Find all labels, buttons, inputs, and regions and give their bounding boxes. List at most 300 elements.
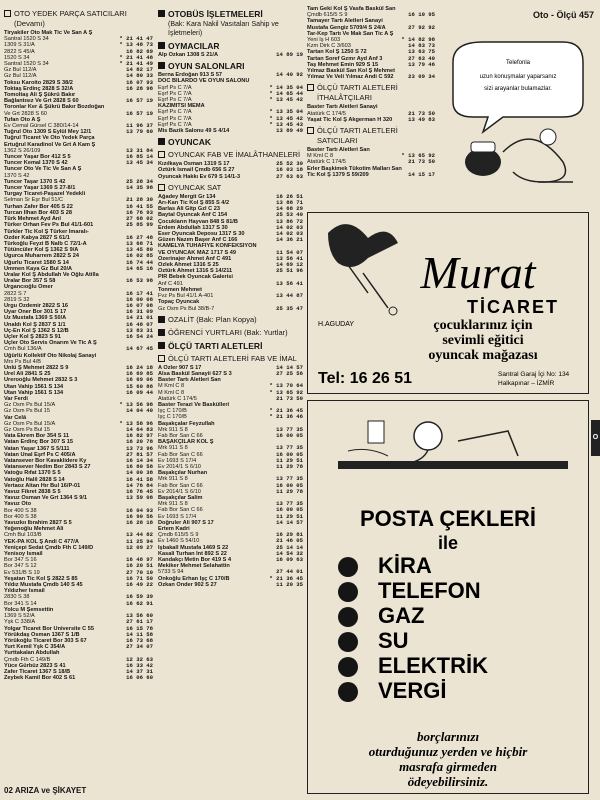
listing-phone: 16 82 97 — [126, 433, 153, 440]
listing-phone: 13 63 75 — [408, 49, 435, 56]
listing-phone: 27 25 56 — [276, 370, 303, 377]
listing-phone: * 21 36 45 — [269, 408, 303, 415]
listing-phone: 16 00 05 — [276, 482, 303, 489]
listing-name: Yenisoy İsmail — [4, 551, 43, 558]
listing-name: Vatoğu Rıfat 1370 S 5 — [4, 470, 61, 477]
bullet-icon — [338, 682, 358, 702]
listing-name: Mis Bazik Salonu 49 S 4/14 — [158, 128, 230, 135]
listing-name: Ürerooğlu Mehmet 2832 S 3 — [4, 377, 78, 384]
posta-item: VERGİ — [378, 678, 447, 703]
listing-entry — [307, 117, 435, 123]
listing-name: Tuncer Taşar 1370 S 42 — [4, 178, 66, 185]
listing-phone: 21 73 50 — [408, 159, 435, 166]
listing-name: Santral 1520 S 34 — [4, 36, 49, 43]
listing-phone: 27 68 02 — [126, 216, 153, 223]
listing-phone: 14 15 17 — [408, 171, 435, 178]
listing-name: Fab Bor San C 66 — [158, 507, 203, 514]
listing-name: İşbakall Mustafa 1469 S 22 — [158, 544, 229, 551]
listing-name: Tütüncüler Kol Ş 1362 S 9/A — [4, 247, 79, 254]
listing-name: Başakçalar Feyzullah — [158, 420, 215, 427]
listing-name: Üçler Oto Servis Onarım Ve Tic A Ş — [4, 340, 97, 347]
section-heading — [158, 137, 303, 147]
listing-phone: 27 34 07 — [126, 644, 153, 651]
listing-name: 1370 S 42 — [4, 172, 30, 179]
listing-phone: 13 77 35 — [276, 501, 303, 508]
section-heading — [4, 9, 153, 29]
listing-name: Urgu Özdemir 2822 S 16 — [4, 302, 69, 309]
listing-phone: 16 49 22 — [126, 582, 153, 589]
listing-name: Tuncer Yaşar 1369 S 27-8/1 — [4, 185, 76, 192]
listing-phone: 16 04 93 — [126, 507, 153, 514]
listing-name: Ümmen Kaya Gz Bul 20/A — [4, 265, 73, 272]
section-title: OYUNCAK SAT — [168, 182, 222, 192]
listing-name: Bor 400 S 38 — [4, 513, 37, 520]
posta-bottom-1: borçlarınızı — [416, 729, 480, 744]
listing-name: Tamayer Tartı Aletleri Sanayi — [307, 18, 383, 25]
column-2 — [158, 6, 303, 588]
listing-name: Tufan Oto A Ş — [4, 116, 41, 123]
listing-name: Kzm Dirk C 3/603 — [307, 43, 351, 50]
listing-name: Taş Mehmet Emin 929 S 15 — [307, 61, 379, 68]
listing-name: Üç-En Kol Ş 1362 S 12/B — [4, 327, 69, 334]
listing-name: Topaç Oyuncak — [158, 299, 200, 306]
listing-name: Berna Erdoğan 913 S 57 — [158, 72, 223, 79]
listing-name: Vatoğlu Halil 2828 S 14 — [4, 476, 65, 483]
posta-item: SU — [378, 628, 409, 653]
listing-phone: * 13 70 64 — [269, 383, 303, 390]
listing-entries — [4, 30, 153, 681]
listing-entry — [158, 52, 303, 58]
listing-name: Turhan Zafer Bor 405 S 22 — [4, 203, 73, 210]
listing-phone: 16 33 42 — [126, 662, 153, 669]
listing-name: Özkan Önder 902 S 27 — [158, 581, 217, 588]
listing-name: 5733 S 94 — [158, 569, 184, 576]
listing-name: Türker Orhan Fev Ps Bul 41/1-601 — [4, 222, 94, 229]
listing-name: VE OYUNCAK MAZ 1717 S 49 — [158, 249, 237, 256]
listing-name: Zeybek Kamil Bor 402 S 61 — [4, 675, 76, 682]
listing-phone: 14 69 12 — [276, 262, 303, 269]
listing-phone: 16 62 91 — [126, 600, 153, 607]
listing-name: Işç C 170/B — [158, 408, 187, 415]
listing-name: Atatürk C 174/5 — [307, 159, 346, 166]
listing-name: Ev Cemal Gürsel C 380/14-14 — [4, 123, 79, 130]
listing-phone: * 13 56 98 — [119, 402, 153, 409]
murat-address-1: Santral Garaj İçi No: 134 — [498, 371, 570, 378]
listing-entry — [158, 306, 303, 312]
listing-name: Uğurlu Ticaret 1580 S 14 — [4, 259, 69, 266]
listing-name: Turcan İlhan Bor 403 S 28 — [4, 209, 72, 216]
listing-name: Anf C 491 — [158, 280, 183, 287]
listing-name: Yavuzkıı İbrahim 2827 S 5 — [4, 520, 72, 527]
listing-name: Kızılkaya Osman 1319 S 17 — [158, 161, 230, 168]
listing-phone: 13 44 82 — [126, 532, 153, 539]
listing-name: Baster Terazi Ve Baskülleri — [158, 401, 230, 408]
posta-bottom-3: masrafa girmeden — [399, 759, 497, 774]
listing-name: Üçler Kol Ş 2823 S 91 — [4, 333, 61, 340]
listing-name: Kandakçı Metin Bor 419 S 4 — [158, 557, 232, 563]
section-heading — [158, 315, 303, 325]
checkbox-icon — [158, 138, 165, 145]
listing-phone: 27 81 57 — [126, 451, 153, 458]
listing-phone: 16 41 58 — [126, 476, 153, 483]
checkbox-icon — [4, 10, 11, 17]
listing-phone: * 14 35 04 — [269, 84, 303, 91]
listing-phone: 14 11 58 — [126, 631, 153, 638]
listing-phone: 27 63 63 — [276, 173, 303, 180]
listing-name: Yüce Gürbüz 2823 S 41 — [4, 662, 66, 669]
checkbox-icon — [158, 151, 165, 158]
posta-ad-graphic — [308, 401, 588, 793]
posta-item: KİRA — [378, 553, 432, 578]
listing-name: Tomoltaş Ali Ş Şükrü Bakır — [4, 92, 76, 99]
listing-name: Başakçılar Nurhan — [158, 470, 208, 477]
listing-phone: * 21 36 46 — [269, 414, 303, 421]
listing-name: Yurttakalan Abdullah — [4, 650, 60, 657]
listing-phone: 16 80 58 — [126, 464, 153, 471]
listing-phone: 25 51 96 — [276, 268, 303, 275]
telephone-cartoon — [443, 32, 593, 192]
listing-phone: * 13 45 43 — [269, 121, 303, 128]
listing-phone: 16 09 44 — [126, 389, 153, 396]
listing-phone: 13 79 46 — [408, 61, 435, 68]
listing-phone: 16 57 19 — [126, 98, 153, 105]
murat-slogan-3: oyuncak mağazası — [428, 348, 538, 363]
listing-phone: 25 28 34 — [126, 178, 153, 185]
listing-phone: 16 00 05 — [276, 507, 303, 514]
listing-phone: 16 00 05 — [276, 451, 303, 458]
checkbox-icon — [158, 10, 165, 17]
checkbox-icon — [158, 62, 165, 69]
listing-name: Yavuz Fikret 2838 S 5 — [4, 489, 61, 496]
section-title: OZALİT (Bak: Plan Kopya) — [168, 314, 257, 324]
listing-name: 1309 S 31/A — [4, 42, 35, 49]
listing-phone: 16 17 41 — [126, 290, 153, 297]
listing-name: Uyar Öner Bor 301 S 17 — [4, 309, 67, 316]
posta-bottom-4: ödeyebilirsiniz. — [407, 774, 489, 789]
listing-phone: 27 44 01 — [276, 569, 303, 576]
listing-name: Yeşatan Tic Kol Ş 2822 S 85 — [4, 575, 78, 582]
listing-phone: 16 24 18 — [126, 364, 153, 371]
listing-phone: 15 60 88 — [126, 383, 153, 390]
listing-name: Tonmen Mehmet — [158, 286, 203, 293]
listing-name: Atatürk C 174/5 — [158, 395, 197, 402]
posta-items — [338, 553, 488, 703]
listing-name: Uralar Bor 357 S 58 — [4, 278, 56, 285]
listing-phone: 13 73 96 — [126, 445, 153, 452]
bullet-icon — [338, 657, 358, 677]
listing-name: Üğürlü Kollektif Oto Nikolaj Sanayi — [4, 352, 97, 359]
listing-name: Ünaldı Kol Ş 2837 S 1/1 — [4, 321, 66, 328]
murat-owner: H.AGUDAY — [318, 321, 355, 328]
listing-phone: 16 48 07 — [126, 321, 153, 328]
listing-phone: 16 09 63 — [276, 557, 303, 563]
listing-phone: 11 29 51 — [276, 457, 303, 464]
section-title: OTOBÜS İŞLETMELERİ — [168, 9, 263, 19]
listing-phone: 21 73 50 — [408, 110, 435, 117]
listing-name: Bor 347 S 12 — [4, 563, 37, 570]
listing-name: Barlas Ali Gitp Gzl C 23 — [158, 206, 220, 213]
listing-phone: * 13 48 73 — [119, 42, 153, 49]
listing-name: Bağlantısız Ve Grt 2828 S 60 — [4, 98, 79, 105]
listing-name: Tar-Kep Tartı Ve Mak San Tic A Ş — [307, 30, 394, 37]
listing-phone: 16 69 85 — [126, 371, 153, 378]
listing-name: Bor 400 S 38 — [4, 507, 37, 514]
bullet-icon — [338, 582, 358, 602]
listing-name: Yılmaz Ve Veli Yılmaz Andi C 592 — [307, 74, 394, 81]
posta-cekleri-ad — [307, 400, 589, 794]
listing-name: Yşk C 338/A — [4, 619, 36, 626]
listing-phone: 13 77 35 — [276, 476, 303, 483]
listing-phone: 16 06 60 — [126, 675, 153, 682]
posta-title-1: POSTA ÇEKLERİ — [359, 506, 537, 531]
listing-phone: 16 07 08 — [126, 302, 153, 309]
murat-ad-graphic — [308, 213, 588, 393]
listing-name: Mrs Ps Bul 4/B — [4, 358, 41, 365]
listing-phone: 23 09 34 — [408, 74, 435, 81]
listing-phone: 16 07 93 — [126, 79, 153, 86]
listing-phone: 11 25 94 — [126, 538, 153, 545]
listing-phone: 16 31 09 — [126, 309, 153, 316]
listing-name: Tuğrul Ticaret Ve Oto Yedek Parça — [4, 135, 95, 142]
listing-name: Yavuz Osman Ve Grt 1364 S 9/1 — [4, 495, 88, 502]
listing-name: Yıldız Mustafa Çmdb 140 S 45 — [4, 582, 83, 589]
listing-phone: 13 45 34 — [126, 160, 153, 167]
listing-phone: 14 14 57 — [276, 364, 303, 371]
listing-name: Uralar Kol Ş Abdullah Ve Oğlu Atilla — [4, 271, 99, 278]
section-title: ÖLÇÜ TARTI ALETLERİ SATICILARI — [317, 126, 398, 146]
listing-name: 1520 S 34 — [4, 54, 30, 61]
section-title: OYUN SALONLARI — [168, 61, 245, 72]
listing-name: Gz Bul 112/A — [4, 67, 37, 74]
listing-phone: 14 89 19 — [276, 52, 303, 58]
listing-name: Eşrf Ps C 7/A — [158, 84, 192, 91]
listing-phone: 12 09 27 — [126, 544, 153, 551]
listing-name: A Özler 907 S 17 — [158, 364, 202, 371]
listing-phone: 14 40 92 — [276, 72, 303, 79]
listing-phone: 16 69 06 — [126, 377, 153, 384]
listing-name: Ütan Vahip 1561 S 134 — [4, 389, 64, 396]
listing-name: Ertuğrul Karadinol Ve Grt A Kam Ş — [4, 141, 96, 148]
listing-phone: 14 65 16 — [126, 265, 153, 272]
listing-name: Alp Özkan 1308 S 21/A — [158, 52, 219, 58]
listing-name: Ugurca Muharrem 2822 S 24 — [4, 253, 79, 260]
listing-phone: 25 52 30 — [276, 161, 303, 168]
listing-name: Vatansever Bor Kavaklidere Ky — [4, 458, 87, 465]
listing-name: KAMELYA TUHAFİYE KONFEKSİYON — [158, 243, 257, 250]
listing-phone: 11 29 51 — [276, 513, 303, 520]
checkbox-icon — [307, 127, 314, 134]
listing-name: Yaşat Tic Kol Ş Akgerman H 320 — [307, 116, 393, 123]
listing-name: Turgay Ticaret-Paşazel Yedekli — [4, 191, 86, 198]
listing-name: Ütan Vahip 1561 S 134 — [4, 383, 64, 390]
listing-phone: 13 44 87 — [276, 293, 303, 300]
listing-name: Yurt Kemil Yşk C 354/A — [4, 644, 66, 651]
section-heading — [158, 183, 303, 193]
listing-name: Tuncer Yaşar Bor 412 S 5 — [4, 154, 71, 161]
cartoon-sign-line-3: sizi arayanlar bulamazlar. — [484, 86, 552, 92]
listing-name: Özlek Ahmet 1316 S 25 — [158, 262, 219, 269]
listing-phone: 16 85 14 — [126, 154, 153, 161]
listing-phone: 16 14 34 — [126, 458, 153, 465]
listing-name: Baytal Oyuncak Anf C 154 — [158, 212, 228, 219]
listing-phone: 16 00 08 — [126, 296, 153, 303]
listing-name: Çmdb Fth C 149/B — [4, 656, 51, 663]
listing-name: Urgancıoğlu Ömer — [4, 284, 53, 291]
listing-name: Ev 2014/1 S 6/10 — [158, 488, 201, 495]
checkbox-icon — [158, 316, 165, 323]
listing-phone: * 13 35 04 — [269, 109, 303, 116]
listing-name: Yolcu M Şemsettin — [4, 606, 54, 613]
section-heading — [158, 41, 303, 51]
listing-phone: 16 20 51 — [126, 563, 153, 570]
section-heading — [158, 341, 303, 351]
listing-name: Atatürk C 174/5 — [307, 110, 346, 117]
listing-name: Gz Osm Ps Bul 15 — [4, 408, 51, 415]
murat-slogan-2: sevimli eğitici — [442, 333, 524, 348]
listing-name: Tartan Kol Ş 1250 S 72 — [307, 49, 367, 56]
posta-bottom-2: oturduğunuz yerden ve hiçbir — [368, 744, 528, 759]
listing-phone: 16 28 98 — [126, 85, 153, 92]
bullet-icon — [338, 632, 358, 652]
listing-name: Vata Ekrem Bor 354 S 11 — [4, 433, 69, 440]
listing-phone: 25 85 99 — [126, 222, 153, 229]
listing-name: Tuncer Kemal 1370 S 42 — [4, 160, 68, 167]
listing-name: 1362 S 26/109 — [4, 147, 41, 154]
listing-name: Mrk 911 S 8 — [158, 426, 188, 433]
section-title: ÖLÇÜ TARTI ALETLERİ İTHALÂTÇILARI — [317, 83, 398, 103]
listing-name: Ev 1460 S 54/10 — [158, 538, 200, 545]
bird-icon — [328, 224, 398, 315]
checkbox-icon — [307, 84, 314, 91]
cartoon-sign-line-1: Telefonla — [505, 60, 531, 66]
murat-slogan-1: çocuklarınız için — [433, 318, 533, 333]
listing-name: Türkoğlu Feyzi B Nalb C 72/1-A — [4, 240, 87, 247]
listing-phone: 12 32 63 — [126, 656, 153, 663]
listing-phone: 16 54 24 — [126, 333, 153, 340]
listing-phone: * 14 65 44 — [269, 90, 303, 97]
listing-name: Gz Osm Ps Bul 38/B-7 — [158, 305, 215, 312]
listing-name: Yeniçepi Sedat Çmdb Fth C 149/D — [4, 544, 94, 551]
section-title: ÖLÇÜ TARTI ALETLERİ — [168, 340, 263, 351]
listing-name: Mrk 911 S 8 — [158, 445, 188, 452]
listing-phone: 21 46 05 — [276, 538, 303, 545]
listing-name: Ev 2014/1 S 6/10 — [158, 463, 201, 470]
listing-name: Oyuncak Hakkı Ev 679 S 14/1-3 — [158, 173, 241, 180]
page-header: Oto - Ölçü 457 — [532, 10, 594, 20]
listing-name: M Kml C 8 — [158, 383, 185, 390]
listing-name: Baster Tartı Aletleri San — [158, 377, 221, 384]
listing-name: Gz Osm Ps Bul 15/A — [4, 402, 56, 409]
listing-entry — [158, 174, 303, 180]
listing-phone: 27 61 17 — [126, 619, 153, 626]
listing-name: 2822 S 45/A — [4, 48, 35, 55]
listing-phone: 14 83 73 — [408, 43, 435, 50]
listing-name: Çmdb 615/5 S 9 — [307, 12, 348, 19]
listing-phone: 14 02 03 — [276, 224, 303, 231]
listing-phone: 11 29 78 — [276, 463, 303, 470]
section-title: OYMACILAR — [168, 41, 220, 51]
listing-phone: 27 63 40 — [408, 55, 435, 62]
listing-phone: 21 28 30 — [126, 197, 153, 204]
bullet-icon — [338, 607, 358, 627]
listing-name: DOC BİLARDO VE OYUN SALONU — [158, 78, 250, 85]
cartoon-sign-line-2: uzun konuşmalar yaparsanız — [479, 74, 557, 80]
checkbox-icon — [158, 184, 165, 191]
listing-phone: 13 79 60 — [126, 129, 153, 136]
listing-phone: 16 76 45 — [126, 489, 153, 496]
listing-name: Başakçılar Salim — [158, 494, 203, 501]
listing-phone: 11 29 78 — [276, 488, 303, 495]
listing-name: YEK-PA KOL Ş Andi C 477/A — [4, 538, 79, 545]
listing-phone: * 13 58 96 — [119, 420, 153, 427]
listing-phone: * 21 41 47 — [119, 36, 153, 43]
listing-name: Eşrf Ps C 7/A — [158, 97, 192, 104]
listing-phone: 14 64 83 — [126, 427, 153, 433]
listing-phone: 14 37 31 — [126, 668, 153, 675]
listing-phone: 14 67 45 — [126, 346, 153, 353]
section-heading — [158, 9, 303, 19]
listing-phone: 13 86 72 — [276, 218, 303, 225]
listing-phone: 27 92 92 — [408, 24, 435, 31]
section-title: OYUNCAK FAB VE İMALÂTHANELERİ — [168, 150, 301, 160]
listing-name: Tartan Soref Gzmr Ayd Anf 3 — [307, 55, 383, 62]
listing-phone: * 13 45 42 — [269, 115, 303, 122]
listing-name: Eser Oyuncak Deposu 1317 S 30 — [158, 231, 245, 238]
listing-name: Gz Osm Ps Bul 15 — [4, 427, 51, 433]
listing-name: Cmh Bul 103/B — [4, 532, 42, 539]
listing-name: Türk Mehmet Ayd Anl — [4, 216, 61, 223]
section-tab: O — [591, 420, 600, 456]
listing-name: Cmh Bul 136/A — [4, 346, 42, 353]
listing-name: Erler Başkimek Tükotim Malları San — [307, 165, 402, 172]
listing-name: Zafer Ticaret 1367 S 18/B — [4, 668, 71, 675]
listing-name: Eşrf Ps C 7/A — [158, 109, 192, 116]
listing-phone: * 14 82 98 — [401, 37, 435, 44]
listing-phone: 16 26 51 — [276, 193, 303, 200]
listing-phone: 14 35 98 — [126, 185, 153, 192]
listing-name: KAZIMİTSİ MEMA — [158, 103, 205, 110]
section-heading — [307, 83, 435, 103]
section-title: ÖĞRENCİ YURTLARI (Bak: Yurtlar) — [168, 327, 288, 337]
listing-name: Kasali Turhan Int 892 S 22 — [158, 550, 227, 557]
section-note: (Bak: Kara Nakil Vasıtaları Sahip ve İşletmeleri) — [168, 21, 279, 37]
listing-name: Eşrf Ps C 7/A — [158, 121, 192, 128]
murat-phone: Tel: 16 26 51 — [318, 370, 412, 387]
column-3 — [307, 6, 435, 178]
listing-name: Türkler Tic Kol Ş Türker İmaralı- — [4, 228, 89, 235]
listing-phone: 16 20 78 — [126, 439, 153, 446]
listing-name: Uz Mustafa 1369 S 50/A — [4, 315, 67, 322]
listing-phone: 16 57 19 — [126, 110, 153, 117]
listing-phone: 14 00 38 — [126, 470, 153, 477]
bullet-icon — [338, 557, 358, 577]
listing-name: Yavuz Oto — [4, 501, 32, 508]
listing-phone: 16 59 39 — [126, 594, 153, 601]
listing-phone: 13 56 41 — [276, 280, 303, 287]
listing-entry — [158, 582, 303, 588]
listing-name: Özerinajer Ahmet Anf C 491 — [158, 255, 232, 262]
listing-name: Yıldızher İsmail — [4, 588, 45, 595]
listing-entry — [4, 675, 153, 681]
listing-name: Var Ferdi — [4, 395, 28, 402]
listing-name: Fab Bor San C 66 — [158, 451, 203, 458]
listing-phone: * 21 36 45 — [269, 575, 303, 582]
listing-name: Öztürk Ahmet 1316 S 14/211 — [158, 268, 233, 275]
listing-name: Ünlü Ş Mehmet 2822 S 9 — [4, 364, 69, 371]
listing-phone: 16 73 68 — [126, 637, 153, 644]
listing-phone: 16 27 48 — [126, 234, 153, 241]
listing-phone: 16 00 05 — [276, 432, 303, 439]
